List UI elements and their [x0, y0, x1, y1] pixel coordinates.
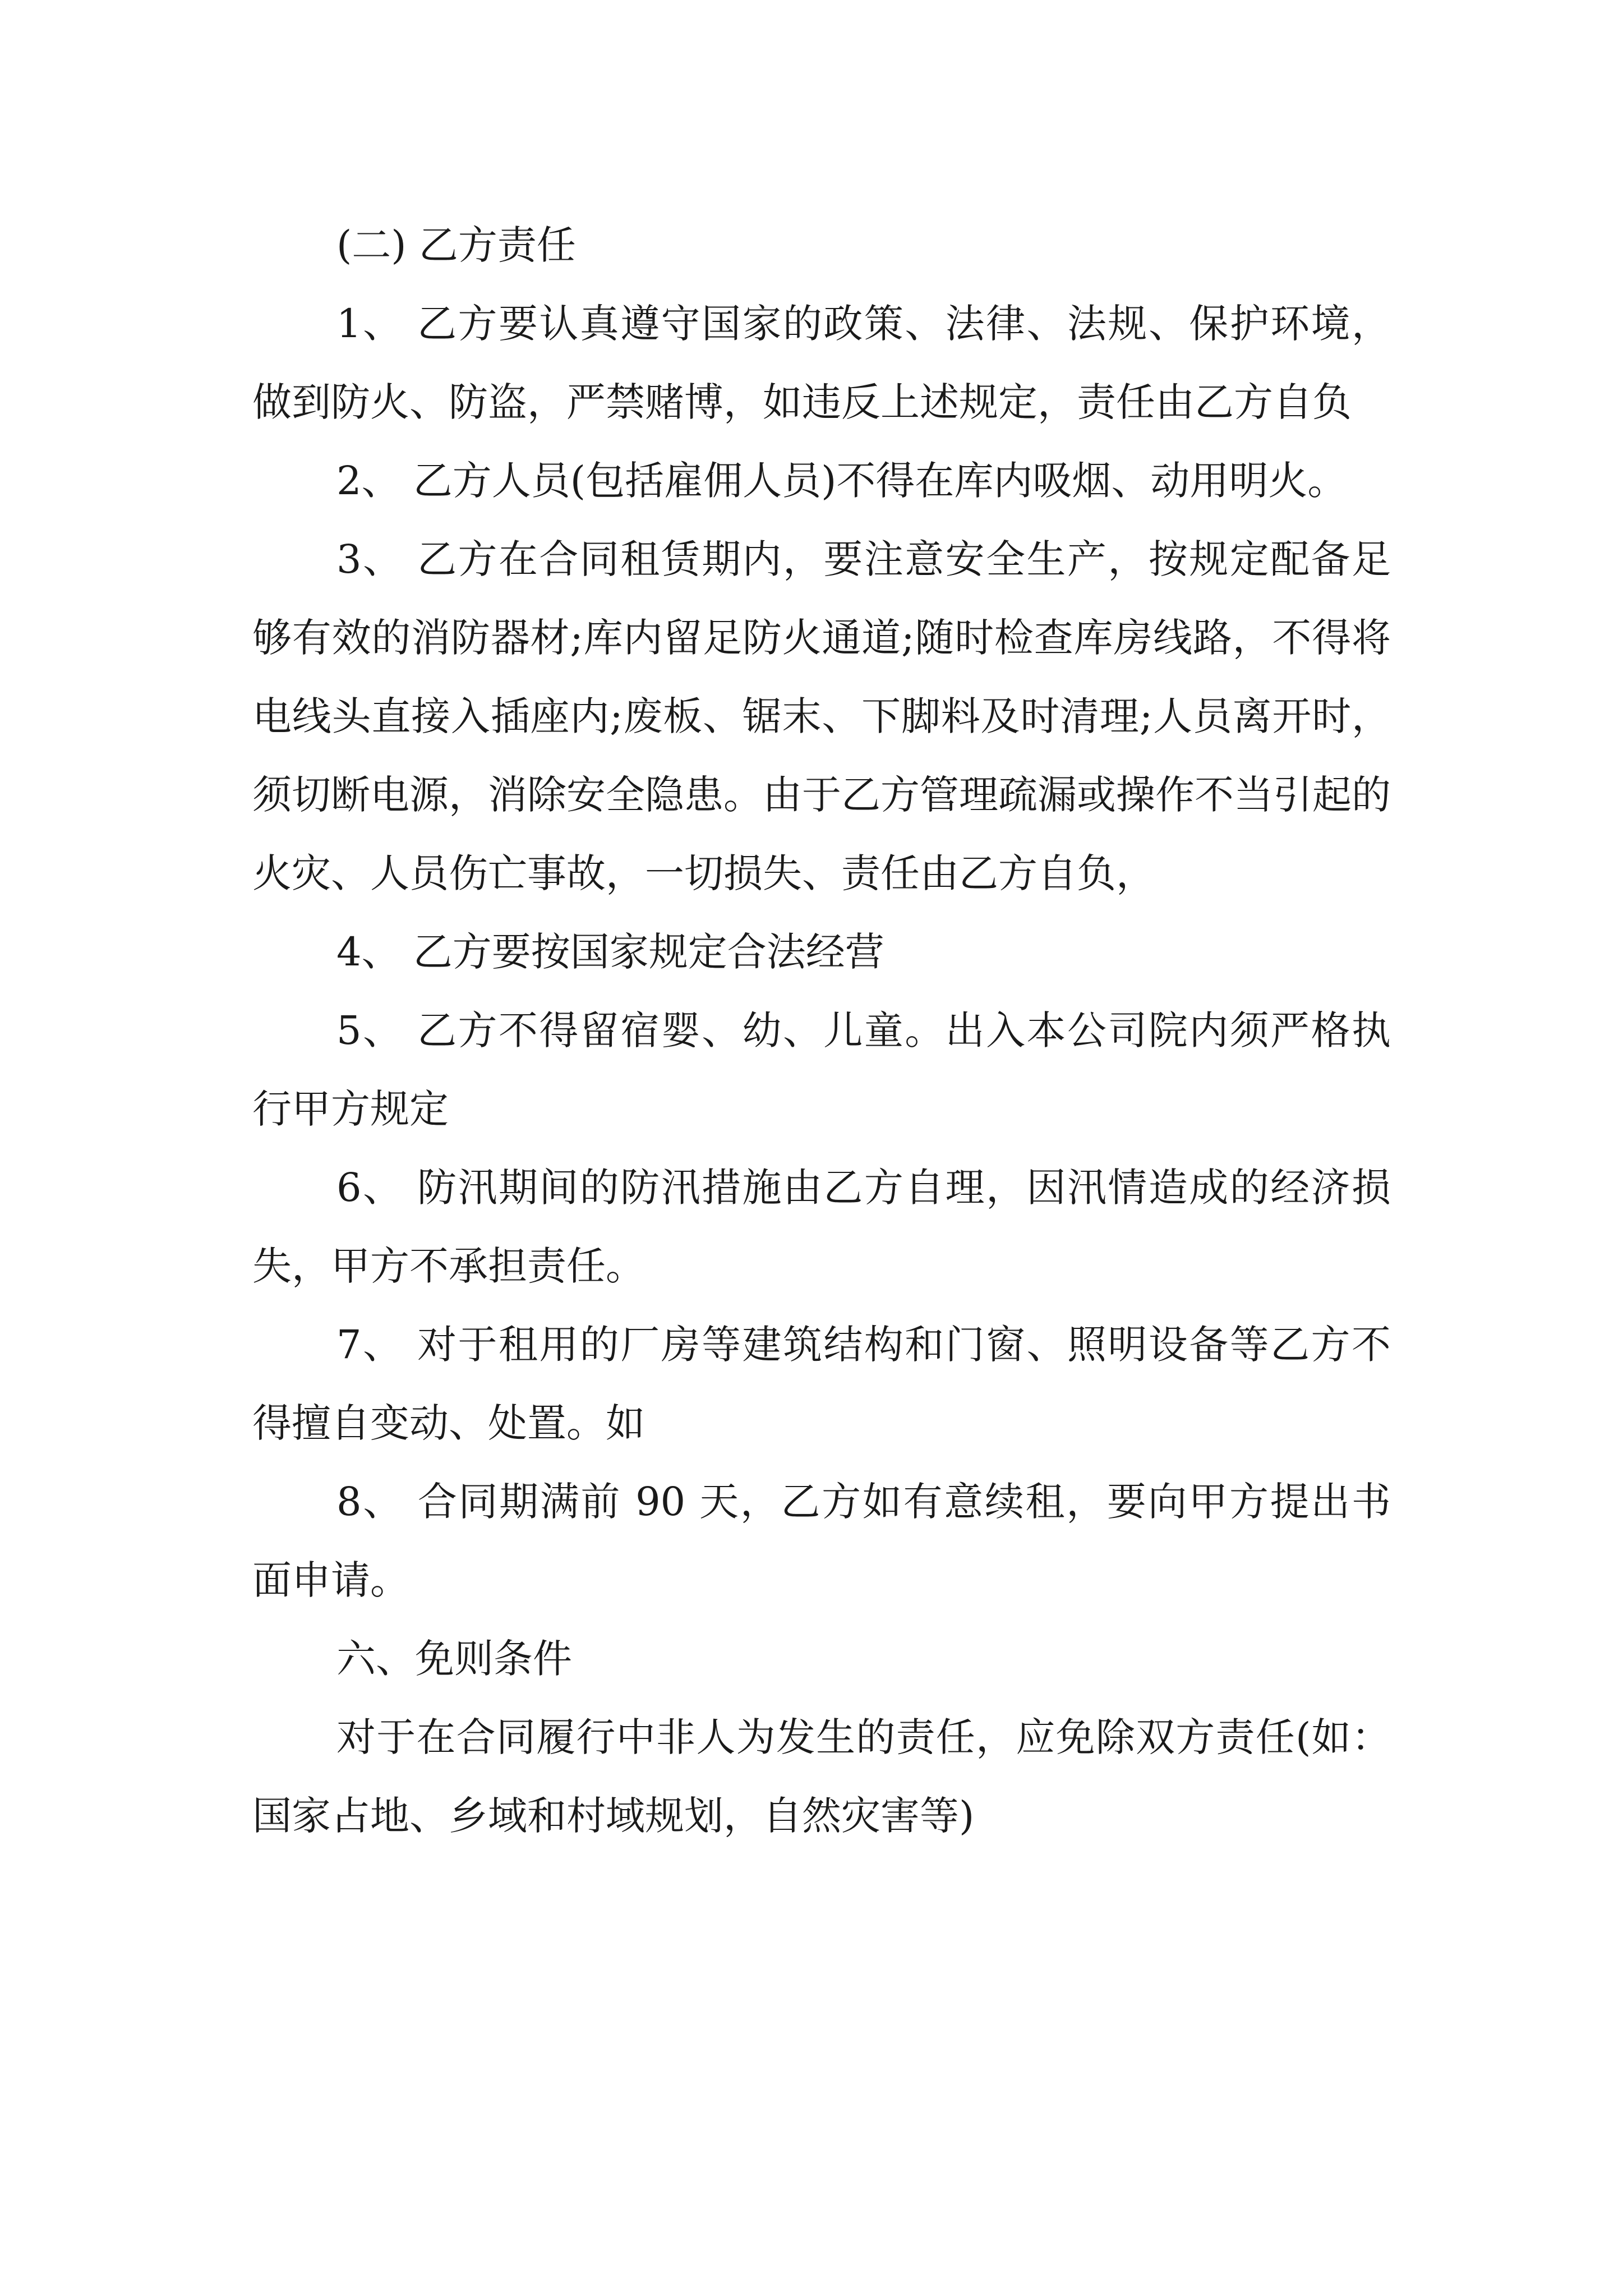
clause-7: 7、 对于租用的厂房等建筑结构和门窗、照明设备等乙方不得擅自变动、处置。如 [252, 1322, 1391, 1446]
exemption-clause: 对于在合同履行中非人为发生的责任，应免除双方责任(如：国家占地、乡域和村域规划，自然灾害等) [252, 1714, 1391, 1839]
clause-8: 8、 合同期满前 90 天，乙方如有意续租，要向甲方提出书面申请。 [252, 1479, 1391, 1603]
section-heading-party-b-responsibility: (二) 乙方责任 [336, 222, 576, 268]
document-body [252, 206, 1391, 1855]
clause-2: 2、 乙方人员(包括雇佣人员)不得在库内吸烟、动用明火。 [336, 458, 1347, 504]
clause-6: 6、 防汛期间的防汛措施由乙方自理，因汛情造成的经济损失，甲方不承担责任。 [252, 1165, 1391, 1289]
clause-5: 5、 乙方不得留宿婴、幼、儿童。出入本公司院内须严格执行甲方规定 [252, 1007, 1391, 1132]
section-heading-exemption: 六、免则条件 [336, 1636, 572, 1682]
clause-4: 4、 乙方要按国家规定合法经营 [336, 929, 884, 975]
clause-1: 1、 乙方要认真遵守国家的政策、法律、法规、保护环境，做到防火、防盗，严禁赌博，如违反上述规定，责任由乙方自负 [252, 301, 1391, 425]
clause-3: 3、 乙方在合同租赁期内，要注意安全生产，按规定配备足够有效的消防器材;库内留足防火通道;随时检查库房线路，不得将电线头直接入插座内;废板、锯末、下脚料及时清理;人员离开时，须切断电源，消除安全隐患。由于乙方管理疏漏或操作不当引起的火灾、人员伤亡事故，一切损失、责任由乙方自负， [252, 536, 1391, 896]
